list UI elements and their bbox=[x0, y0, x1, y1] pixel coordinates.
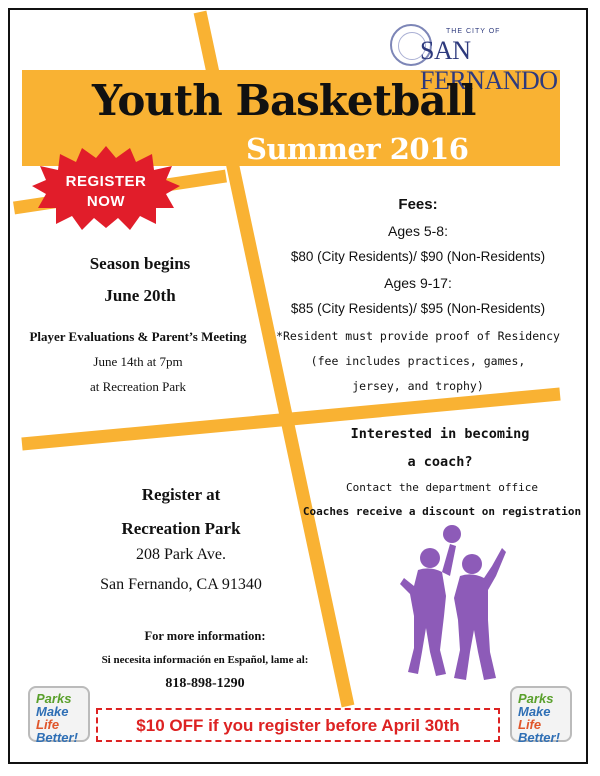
address-block bbox=[78, 540, 284, 600]
register-now-text: REGISTER NOW bbox=[65, 173, 147, 210]
coach-heading: Interested in becoming a coach? bbox=[350, 426, 530, 470]
fees-notes bbox=[276, 324, 560, 399]
evaluation-place: at Recreation Park bbox=[89, 379, 186, 394]
info-title: For more information: bbox=[144, 629, 266, 643]
fees-title: Fees: bbox=[398, 196, 438, 213]
fees-note-includes: (fee includes practices, games, bbox=[310, 354, 526, 368]
kids-basketball-silhouette bbox=[396, 524, 508, 688]
address-city: San Fernando, CA 91340 bbox=[100, 576, 262, 593]
fees-price-2: $85 (City Residents)/ $95 (Non-Residents) bbox=[290, 301, 546, 316]
register-at: Register at bbox=[141, 485, 221, 504]
fees-price-1: $80 (City Residents)/ $90 (Non-Residents) bbox=[290, 249, 546, 264]
coach-contact: Contact the department office bbox=[345, 481, 539, 494]
register-place: Recreation Park bbox=[121, 519, 241, 538]
season-date: June 20th bbox=[104, 286, 176, 305]
address-street: 208 Park Ave. bbox=[136, 546, 226, 563]
logo-city-name: SAN FERNANDO bbox=[420, 36, 558, 95]
evaluation-title: Player Evaluations & Parent’s Meeting bbox=[29, 329, 247, 344]
info-block bbox=[70, 624, 340, 696]
fees-age-group-1: Ages 5-8: bbox=[388, 223, 448, 239]
fees-block bbox=[268, 192, 568, 322]
coach-discount: Coaches receive a discount on registration bbox=[302, 505, 582, 518]
evaluation-date: June 14th at 7pm bbox=[93, 354, 183, 369]
info-phone: 818-898-1290 bbox=[165, 676, 245, 691]
fees-note-items: jersey, and trophy) bbox=[352, 379, 484, 393]
parks-make-life-better-logo-right: Parks Make Life Better! bbox=[510, 686, 572, 742]
coach-info bbox=[300, 476, 584, 524]
logo-small-text: THE CITY OF bbox=[446, 28, 501, 35]
page-title: Youth Basketball bbox=[92, 76, 476, 125]
fees-age-group-2: Ages 9-17: bbox=[384, 275, 452, 291]
info-spanish: Si necesita información en Español, lame al: bbox=[101, 654, 309, 666]
fees-note-residency: *Resident must provide proof of Residency bbox=[276, 329, 560, 343]
season-block bbox=[60, 248, 220, 312]
promo-text: $10 OFF if you register before April 30th bbox=[136, 716, 460, 735]
parks-make-life-better-logo-left: Parks Make Life Better! bbox=[28, 686, 90, 742]
page-subtitle: Summer 2016 bbox=[246, 132, 469, 166]
season-begins: Season begins bbox=[89, 254, 191, 273]
register-location-block bbox=[96, 478, 266, 546]
evaluation-block bbox=[22, 324, 254, 399]
